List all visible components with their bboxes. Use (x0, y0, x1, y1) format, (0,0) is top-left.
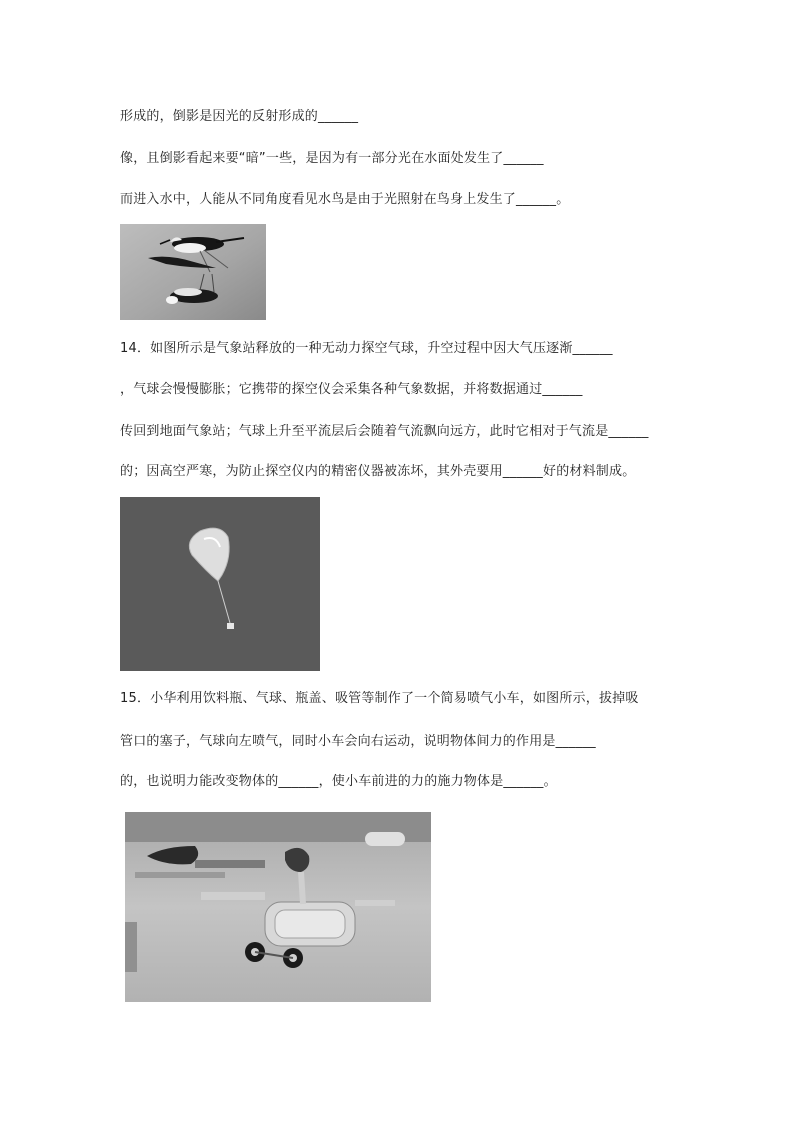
q14-line-4: 的；因高空严寒，为防止探空仪内的精密仪器被冻坏，其外壳要用______好的材料制成。 (120, 464, 636, 479)
water-bird-photo (120, 224, 266, 320)
q13-line-2: 像，且倒影看起来要“暗”一些，是因为有一部分光在水面处发生了______ (120, 151, 544, 166)
sounding-balloon-photo (120, 497, 320, 671)
q15-line-2: 管口的塞子，气球向左喷气，同时小车会向右运动，说明物体间力的作用是______ (120, 734, 596, 749)
q13-line-3: 而进入水中，人能从不同角度看见水鸟是由于光照射在鸟身上发生了______。 (120, 192, 570, 207)
q14-line-3: 传回到地面气象站；气球上升至平流层后会随着气流飘向远方，此时它相对于气流是______ (120, 424, 649, 439)
q15-line-3: 的，也说明力能改变物体的______，使小车前进的力的施力物体是______。 (120, 774, 557, 789)
q14-line-1: 14．如图所示是气象站释放的一种无动力探空气球，升空过程中因大气压逐渐______ (120, 341, 613, 356)
q14-line-2: ，气球会慢慢膨胀；它携带的探空仪会采集各种气象数据，并将数据通过______ (120, 382, 583, 397)
q15-line-1: 15．小华利用饮料瓶、气球、瓶盖、吸管等制作了一个简易喷气小车，如图所示，拔掉吸 (120, 691, 639, 706)
jet-car-photo (125, 812, 431, 1002)
q13-line-1: 形成的，倒影是因光的反射形成的______ (120, 109, 359, 124)
